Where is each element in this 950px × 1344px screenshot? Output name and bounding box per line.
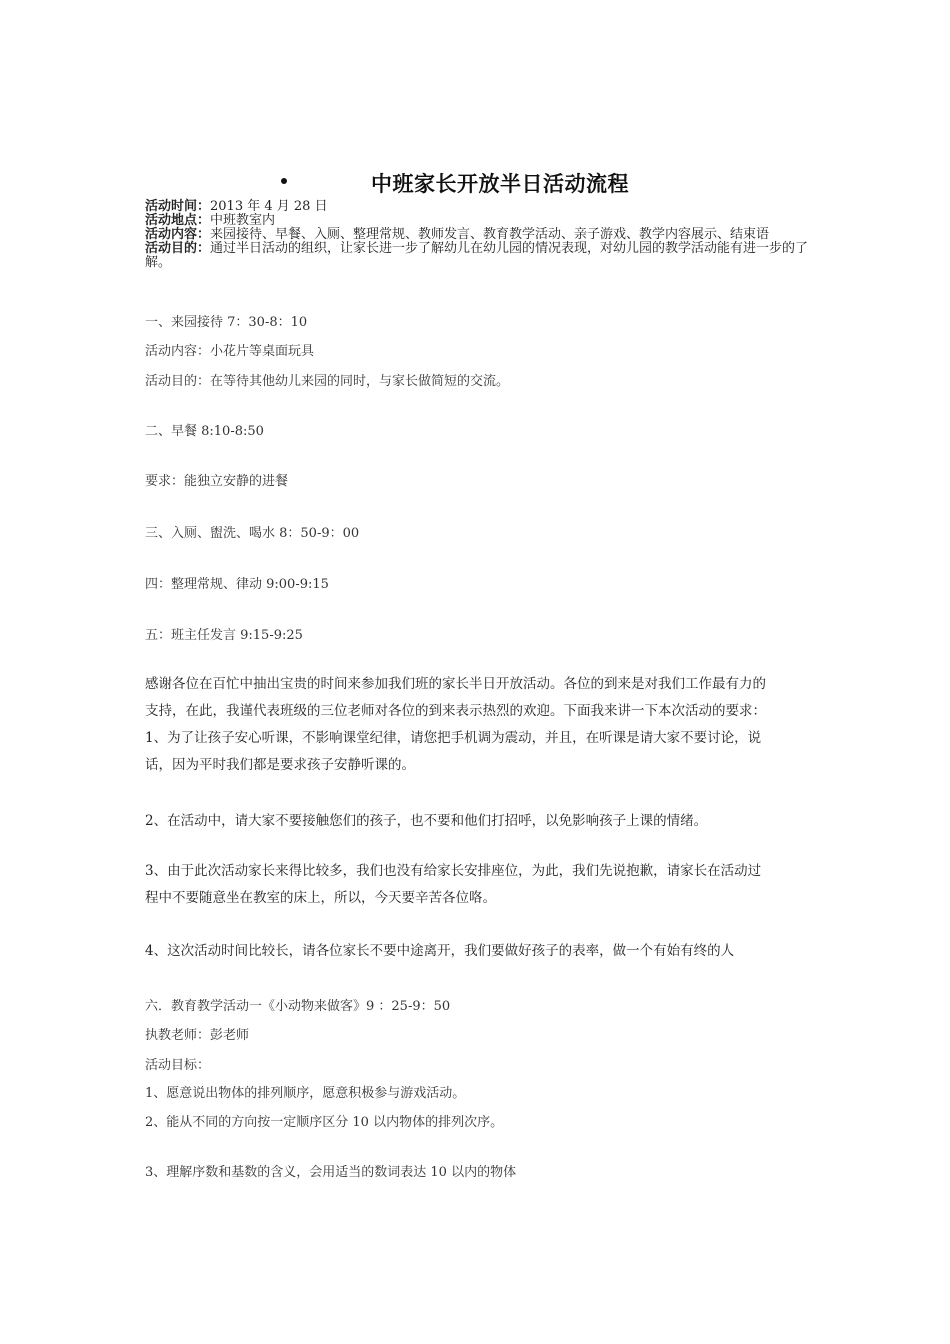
section-6-teacher: 执教老师：彭老师 bbox=[145, 1028, 250, 1043]
page-title: 中班家长开放半日活动流程 bbox=[371, 171, 629, 196]
section-6-heading: 六．教育教学活动一《小动物来做客》9 ：25-9：50 bbox=[145, 999, 451, 1014]
section-1-goal: 活动目的：在等待其他幼儿来园的同时，与家长做简短的交流。 bbox=[145, 374, 510, 389]
rule-3 bbox=[145, 858, 815, 912]
speech-line-2: 支持，在此，我谨代表班级的三位老师对各位的到来表示热烈的欢迎。下面我来讲一下本次活动的要求： bbox=[145, 703, 766, 719]
meta-time-value: 2013 年 4 月 28 日 bbox=[210, 199, 328, 214]
document-page bbox=[145, 168, 815, 1180]
rule-3-line-2: 程中不要随意坐在教室的床上，所以，今天要辛苦各位咯。 bbox=[145, 890, 496, 906]
meta-place-value: 中班教室内 bbox=[210, 213, 276, 228]
section-2-heading: 二、早餐 8:10-8:50 bbox=[145, 424, 264, 439]
speech-line-1: 感谢各位在百忙中抽出宝贵的时间来参加我们班的家长半日开放活动。各位的到来是对我们工作最有力的 bbox=[145, 676, 766, 692]
goal-1: 1、愿意说出物体的排列顺序，愿意积极参与游戏活动。 bbox=[145, 1086, 466, 1101]
rule-4-line: 4、这次活动时间比较长，请各位家长不要中途离开，我们要做好孩子的表率，做一个有始有终的人 bbox=[145, 943, 735, 959]
goal-2: 2、能从不同的方向按一定顺序区分 10 以内物体的排列次序。 bbox=[145, 1115, 504, 1130]
rule-4 bbox=[145, 938, 815, 965]
section-1-content: 活动内容：小花片等桌面玩具 bbox=[145, 344, 315, 359]
meta-goal bbox=[145, 242, 815, 270]
meta-goal-label: 活动目的： bbox=[145, 241, 211, 256]
meta-place bbox=[145, 214, 815, 228]
meta-content-value: 来园接待、早餐、入厕、整理常规、教师发言、教育教学活动、亲子游戏、教学内容展示、结束语 bbox=[210, 227, 770, 242]
section-6-goals-label: 活动目标： bbox=[145, 1058, 211, 1073]
section-3-heading: 三、入厕、盥洗、喝水 8：50-9：00 bbox=[145, 526, 360, 541]
goal-3: 3、理解序数和基数的含义，会用适当的数词表达 10 以内的物体 bbox=[145, 1165, 517, 1180]
section-4-heading: 四：整理常规、律动 9:00-9:15 bbox=[145, 577, 329, 592]
rule-2-line: 2、在活动中，请大家不要接触您们的孩子，也不要和他们打招呼，以免影响孩子上课的情绪。 bbox=[145, 813, 708, 829]
rule-2 bbox=[145, 808, 815, 835]
speech-line-4: 话，因为平时我们都是要求孩子安静听课的。 bbox=[145, 757, 415, 773]
activity-meta bbox=[145, 200, 815, 270]
meta-content-label: 活动内容： bbox=[145, 227, 211, 242]
meta-content bbox=[145, 228, 815, 242]
speech-paragraph bbox=[145, 671, 815, 779]
bullet-icon bbox=[281, 178, 287, 184]
meta-time-label: 活动时间： bbox=[145, 199, 211, 214]
meta-place-label: 活动地点： bbox=[145, 213, 211, 228]
rule-3-line-1: 3、由于此次活动家长来得比较多，我们也没有给家长安排座位，为此，我们先说抱歉，请家长在活动过 bbox=[145, 863, 762, 879]
meta-goal-value: 通过半日活动的组织，让家长进一步了解幼儿在幼儿园的情况表现，对幼儿园的教学活动能有进一步的了解。 bbox=[145, 241, 809, 270]
title-row bbox=[145, 168, 815, 200]
section-1-heading: 一、来园接待 7：30-8：10 bbox=[145, 315, 308, 330]
speech-line-3: 1、为了让孩子安心听课，不影响课堂纪律，请您把手机调为震动，并且，在听课是请大家不要讨论，说 bbox=[145, 730, 762, 746]
section-2-requirement: 要求：能独立安静的进餐 bbox=[145, 474, 289, 489]
section-5-heading: 五：班主任发言 9:15-9:25 bbox=[145, 628, 303, 643]
meta-time bbox=[145, 200, 815, 214]
